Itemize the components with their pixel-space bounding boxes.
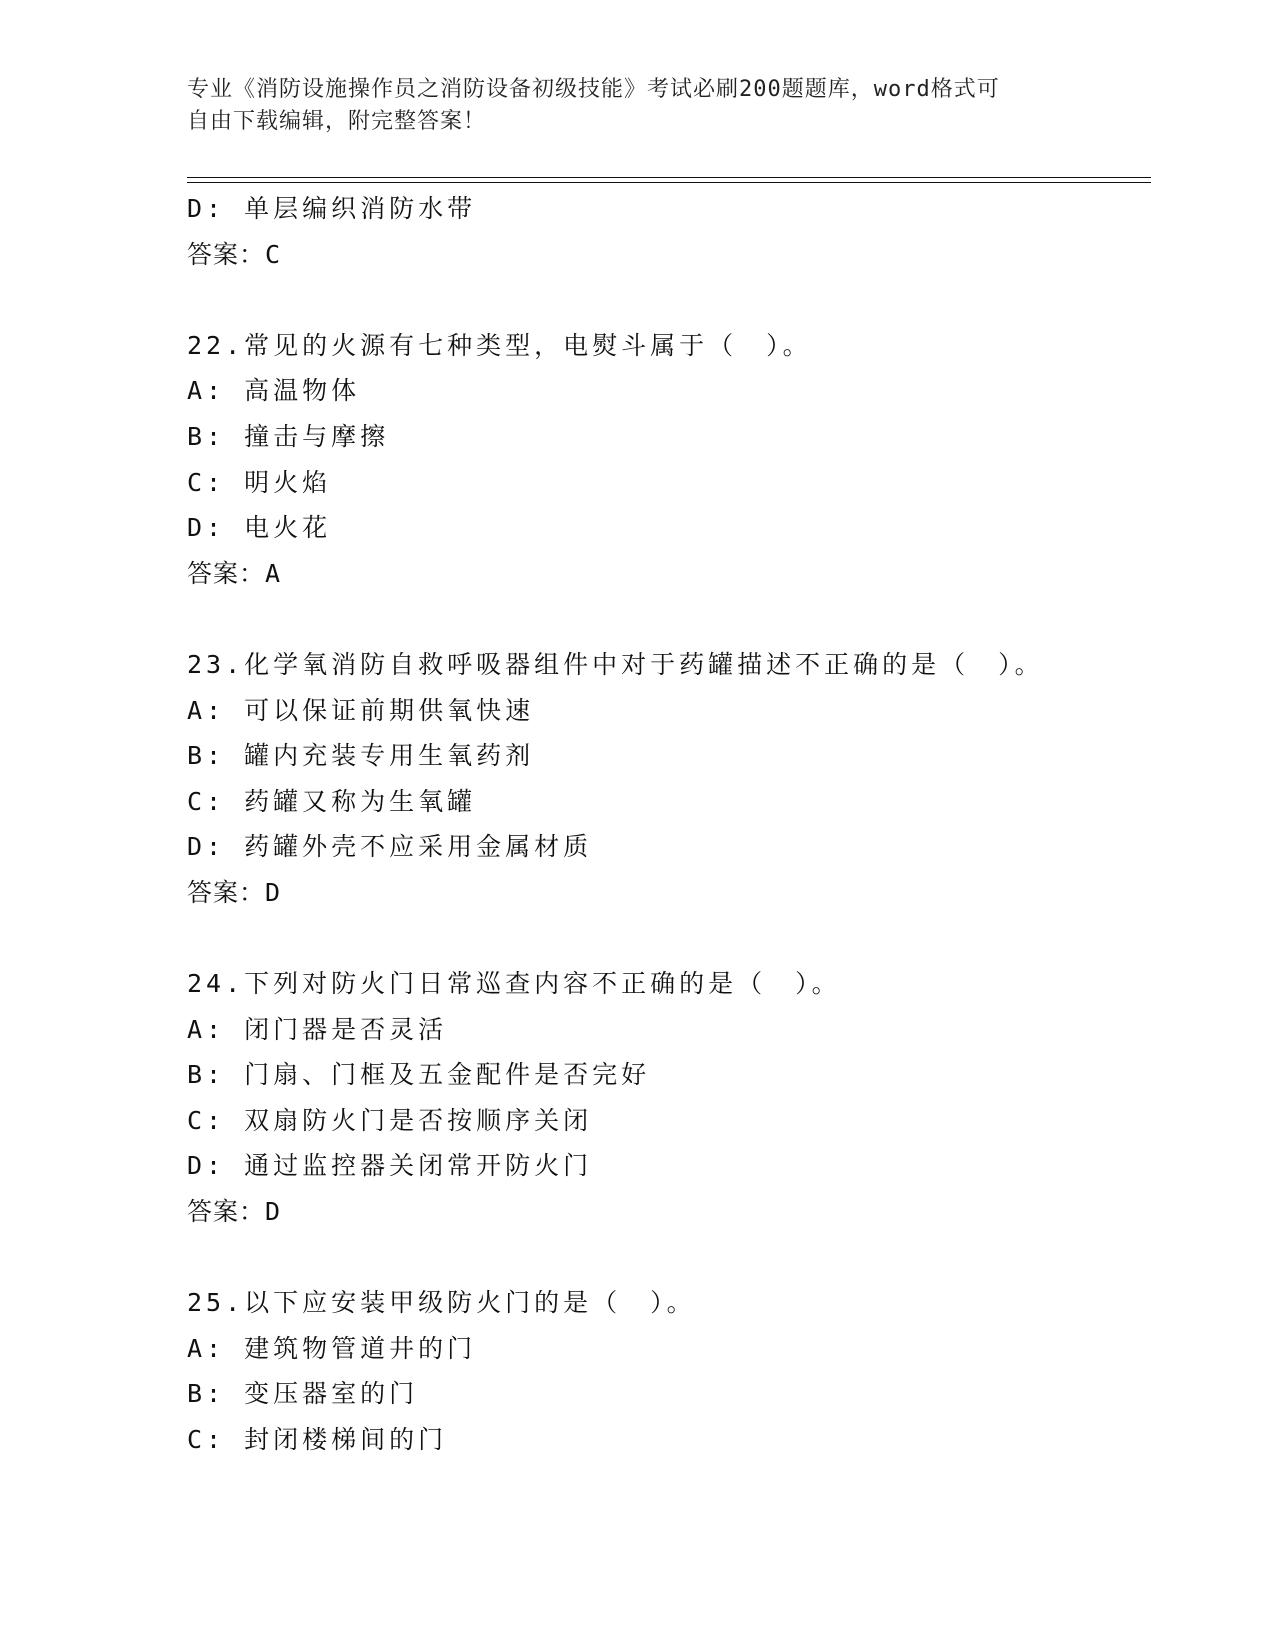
header-line-1: 专业《消防设施操作员之消防设备初级技能》考试必刷200题题库，word格式可 [187,77,1000,102]
answer-label: 答案： [187,1197,266,1227]
question-stem: 23.化学氧消防自救呼吸器组件中对于药罐描述不正确的是（ ）。 [187,649,1044,679]
option-c: C: 药罐又称为生氧罐 [187,786,477,816]
answer-line [187,1189,1151,1235]
answer-value: D [265,1197,282,1227]
answer-value: D [265,877,282,907]
option-b: B: 变压器室的门 [187,1379,419,1409]
option-d: D: 单层编织消防水带 [187,194,477,223]
answer-line [187,551,1151,597]
spacer [187,1235,1151,1281]
question-stem: 22.常见的火源有七种类型，电熨斗属于（ ）。 [187,330,812,360]
answer-line [187,232,1151,278]
answer-label: 答案： [187,239,266,269]
header-divider-bottom [187,182,1151,183]
spacer [187,596,1151,642]
question-stem: 24.下列对防火门日常巡查内容不正确的是（ ）。 [187,969,841,999]
option-b: B: 门扇、门框及五金配件是否完好 [187,1060,651,1090]
option-a: A: 建筑物管道井的门 [187,1333,477,1363]
option-b: B: 罐内充装专用生氧药剂 [187,741,535,771]
answer-line [187,870,1151,916]
option-c: C: 明火焰 [187,467,332,497]
answer-value: C [265,239,282,269]
question-stem: 25.以下应安装甲级防火门的是（ ）。 [187,1288,696,1318]
option-c: C: 封闭楼梯间的门 [187,1425,448,1455]
option-a: A: 闭门器是否灵活 [187,1014,448,1044]
spacer [187,277,1151,323]
header-line-2: 自由下载编辑，附完整答案！ [187,109,487,134]
document-header [187,74,1067,138]
option-a: A: 可以保证前期供氧快速 [187,695,535,725]
question-list [187,186,1151,1463]
answer-value: A [265,558,282,588]
option-a: A: 高温物体 [187,376,361,406]
spacer [187,916,1151,962]
answer-label: 答案： [187,877,266,907]
option-d: D: 药罐外壳不应采用金属材质 [187,832,593,862]
option-d: D: 通过监控器关闭常开防火门 [187,1151,593,1181]
header-divider-top [187,177,1151,178]
answer-label: 答案： [187,558,266,588]
option-c: C: 双扇防火门是否按顺序关闭 [187,1105,593,1135]
option-d: D: 电火花 [187,513,332,543]
option-b: B: 撞击与摩擦 [187,421,390,451]
